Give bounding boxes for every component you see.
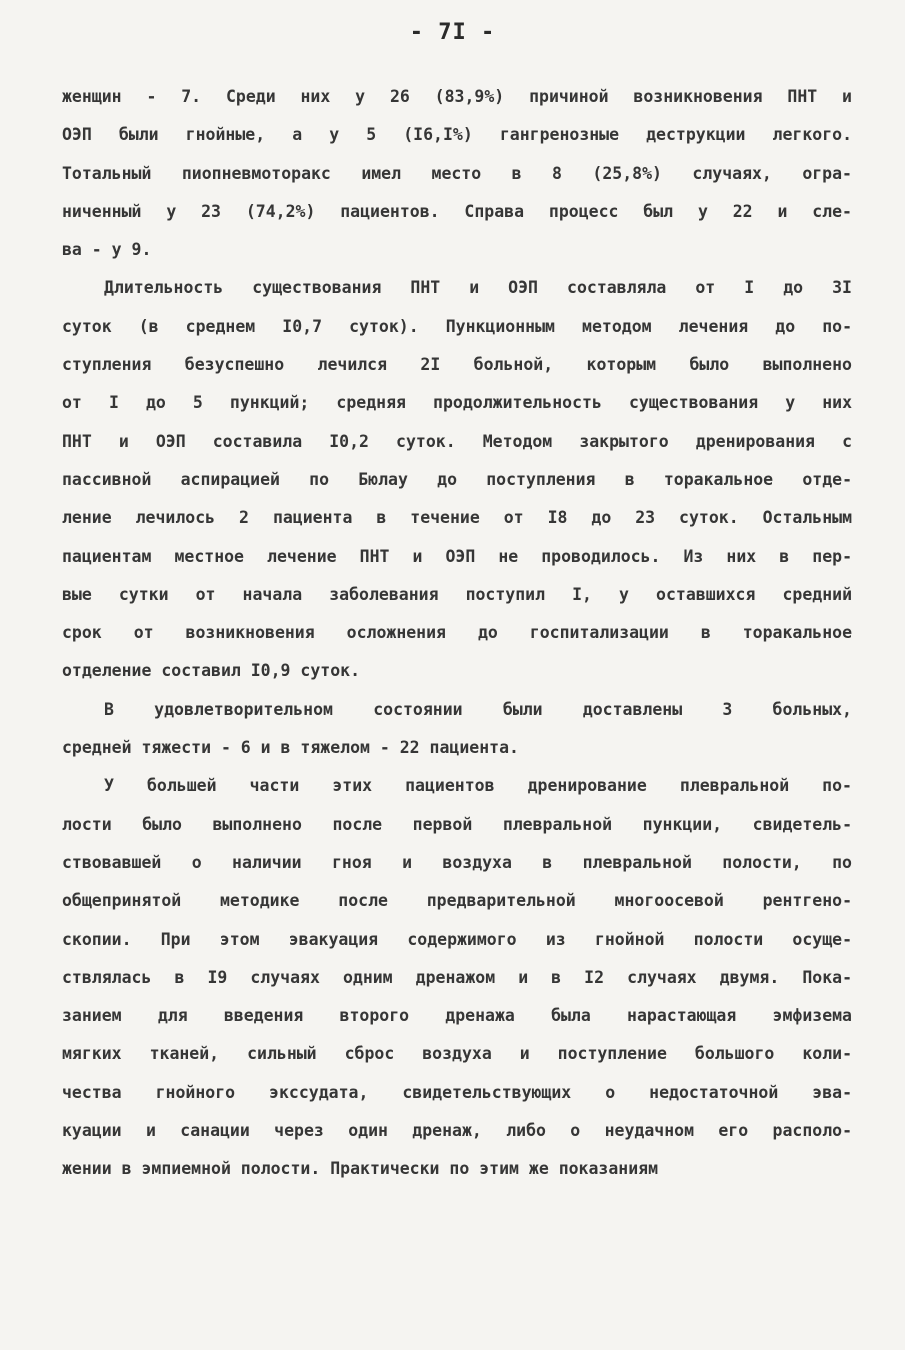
text-line: ОЭП были гнойные, а у 5 (I6,I%) гангренозные деструкции легкого.	[62, 125, 852, 145]
text-line: суток (в среднем I0,7 суток). Пункционным методом лечения до по-	[62, 316, 852, 336]
text-line: жении в эмпиемной полости. Практически по этим же показаниям	[62, 1159, 659, 1179]
text-line: от I до 5 пункций; средняя продолжительность существования у них	[62, 393, 852, 413]
text-line: лости было выполнено после первой плевральной пункции, свидетель-	[62, 814, 852, 834]
body-text	[62, 78, 852, 1189]
text-line: ва - у 9.	[62, 240, 152, 260]
text-line: средней тяжести - 6 и в тяжелом - 22 пациента.	[62, 738, 519, 758]
text-line: пациентам местное лечение ПНТ и ОЭП не проводилось. Из них в пер-	[62, 546, 852, 566]
text-line: В удовлетворительном состоянии были доставлены 3 больных,	[104, 699, 852, 719]
text-line: скопии. При этом эвакуация содержимого из гнойной полости осуще-	[62, 929, 852, 949]
text-line: общепринятой методике после предварительной многоосевой рентгено-	[62, 891, 852, 911]
text-line: ление лечилось 2 пациента в течение от I8 до 23 суток. Остальным	[62, 508, 852, 528]
text-line: чества гнойного экссудата, свидетельствующих о недостаточной эва-	[62, 1082, 852, 1102]
text-line: женщин - 7. Среди них у 26 (83,9%) причиной возникновения ПНТ и	[62, 87, 852, 106]
text-line: мягких тканей, сильный сброс воздуха и поступление большого коли-	[62, 1044, 852, 1064]
text-line: пассивной аспирацией по Бюлау до поступления в торакальное отде-	[62, 469, 852, 489]
text-line: ступления безуспешно лечился 2I больной, которым было выполнено	[62, 355, 852, 375]
text-line: вые сутки от начала заболевания поступил I, у оставшихся средний	[62, 584, 852, 604]
text-line: У большей части этих пациентов дренирование плевральной по-	[104, 776, 852, 796]
text-line: ПНТ и ОЭП составила I0,2 суток. Методом закрытого дренирования с	[62, 431, 852, 451]
text-line: куации и санации через один дренаж, либо о неудачном его располо-	[62, 1121, 852, 1141]
text-line: Длительность существования ПНТ и ОЭП составляла от I до 3I	[104, 278, 852, 298]
text-line: занием для введения второго дренажа была нарастающая эмфизема	[62, 1006, 852, 1026]
page-number: - 7I -	[409, 20, 496, 45]
text-line: Тотальный пиопневмоторакс имел место в 8 (25,8%) случаях, огра-	[62, 163, 852, 183]
text-line: срок от возникновения осложнения до госпитализации в торакальное	[62, 623, 852, 643]
text-line: ниченный у 23 (74,2%) пациентов. Справа процесс был у 22 и сле-	[62, 201, 852, 221]
text-line: ствлялась в I9 случаях одним дренажом и в I2 случаях двумя. Пока-	[62, 967, 852, 987]
text-line: отделение составил I0,9 суток.	[62, 661, 361, 681]
text-line: ствовавшей о наличии гноя и воздуха в плевральной полости, по	[62, 852, 852, 872]
